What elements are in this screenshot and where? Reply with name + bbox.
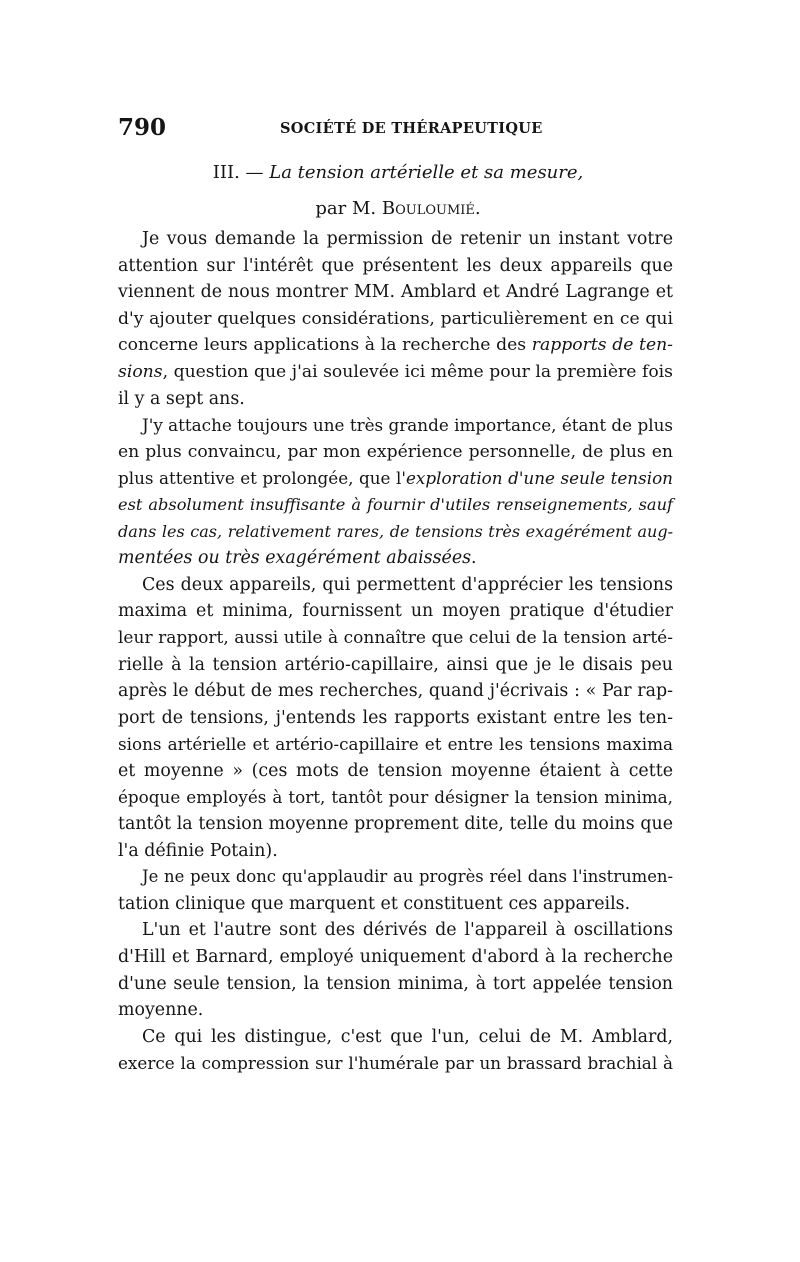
text-line (118, 253, 673, 280)
italic-text: est absolument insuffisante à fournir d'utiles renseignements, sauf (118, 494, 673, 514)
roman-text: d'Hill et Barnard, employé uniquement d'abord à la recherche (118, 947, 673, 968)
page-header (118, 114, 678, 144)
roman-text: Ces deux appareils, qui permettent d'apprécier les tensions (142, 574, 673, 595)
section-author-line (118, 191, 678, 227)
text-line (118, 625, 673, 652)
text-line (118, 545, 673, 572)
italic-text: exploration d'une seule tension (405, 468, 673, 489)
paragraph (118, 412, 673, 572)
roman-text: après le début de mes recherches, quand j'écrivais : « Par rap- (118, 681, 673, 702)
section-title-line (118, 155, 678, 191)
text-line (118, 572, 673, 599)
roman-text: l'a définie Potain). (118, 840, 278, 861)
author-prefix: par M. (315, 198, 377, 219)
text-line (118, 997, 673, 1024)
roman-text: moyenne. (118, 1000, 204, 1021)
roman-text: en plus convaincu, par mon expérience personnelle, de plus en (118, 441, 673, 462)
paragraph (118, 572, 673, 865)
text-line (118, 412, 673, 439)
text-line (118, 1050, 673, 1077)
text-line (118, 705, 673, 732)
body-text (118, 226, 673, 1077)
section-title-text: La tension artérielle et sa mesure, (269, 162, 584, 183)
roman-text: tation clinique que marquent et constituent ces appareils. (118, 893, 631, 914)
italic-text: mentées ou très exagérément abaissées (118, 548, 472, 569)
text-line (118, 1024, 673, 1051)
roman-text: , question que j'ai soulevée ici même pour la première fois (162, 361, 673, 382)
text-line (118, 784, 673, 811)
section-title (118, 155, 678, 227)
text-line (118, 226, 673, 253)
text-line (118, 359, 673, 386)
text-line (118, 811, 673, 838)
roman-text: rielle à la tension artério-capillaire, ainsi que je le disais peu (118, 654, 673, 675)
text-line (118, 465, 673, 492)
text-line (118, 492, 673, 519)
text-line (118, 306, 673, 333)
text-line (118, 678, 673, 705)
roman-text: sions artérielle et artério-capillaire et entre les tensions maxima (118, 734, 673, 755)
paragraph (118, 864, 673, 917)
roman-text: d'une seule tension, la tension minima, à tort appelée tension (118, 973, 673, 994)
page-number: 790 (118, 114, 167, 141)
text-line (118, 864, 673, 891)
paragraph (118, 226, 673, 412)
text-line (118, 439, 673, 466)
text-line (118, 386, 673, 413)
text-line (118, 971, 673, 998)
roman-text: exerce la compression sur l'humérale par un brassard brachial à (118, 1053, 673, 1074)
text-line (118, 652, 673, 679)
roman-text: concerne leurs applications à la recherche des (118, 335, 532, 356)
italic-text: rapports de ten- (531, 335, 673, 356)
text-line (118, 731, 673, 758)
author-name: Bouloumié. (381, 198, 481, 219)
roman-text: il y a sept ans. (118, 388, 245, 409)
running-head: SOCIÉTÉ DE THÉRAPEUTIQUE (280, 120, 543, 137)
text-line (118, 598, 673, 625)
roman-text: maxima et minima, fournissent un moyen pratique d'étudier (118, 601, 673, 622)
roman-text: port de tensions, j'entends les rapports existant entre les ten- (118, 707, 673, 728)
roman-text: attention sur l'intérêt que présentent les deux appareils que (118, 255, 673, 276)
italic-text: dans les cas, relativement rares, de tensions très exagérément aug- (118, 521, 673, 541)
section-numeral: III. — (212, 162, 264, 183)
paragraph (118, 1024, 673, 1077)
roman-text: Je ne peux donc qu'applaudir au progrès réel dans l'instrumen- (142, 867, 673, 887)
roman-text: Ce qui les distingue, c'est que l'un, celui de M. Amblard, (142, 1026, 673, 1047)
italic-text: sions (118, 361, 163, 382)
roman-text: J'y attache toujours une très grande importance, étant de plus (142, 415, 673, 436)
roman-text: plus attentive et prolongée, que l' (118, 468, 406, 489)
roman-text: . (471, 548, 477, 569)
roman-text: et moyenne » (ces mots de tension moyenne étaient à cette (118, 760, 673, 781)
roman-text: viennent de nous montrer MM. Amblard et André Lagrange et (118, 282, 673, 303)
paragraph (118, 917, 673, 1023)
roman-text: tantôt la tension moyenne proprement dite, telle du moins que (118, 814, 673, 835)
roman-text: d'y ajouter quelques considérations, particulièrement en ce qui (118, 308, 673, 329)
text-line (118, 519, 673, 546)
text-line (118, 279, 673, 306)
text-line (118, 332, 673, 359)
text-line (118, 758, 673, 785)
roman-text: L'un et l'autre sont des dérivés de l'appareil à oscillations (142, 920, 673, 941)
text-line (118, 838, 673, 865)
text-line (118, 944, 673, 971)
text-line (118, 917, 673, 944)
roman-text: Je vous demande la permission de retenir un instant votre (142, 229, 673, 249)
roman-text: époque employés à tort, tantôt pour désigner la tension minima, (118, 787, 673, 808)
roman-text: leur rapport, aussi utile à connaître que celui de la tension arté- (118, 627, 673, 648)
text-line (118, 891, 673, 918)
